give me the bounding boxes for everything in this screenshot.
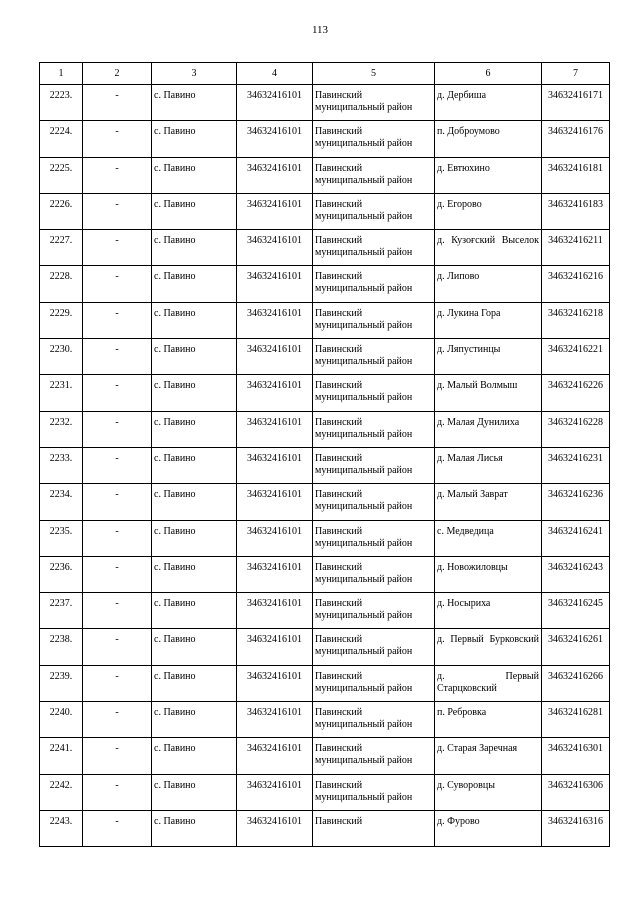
locality-code: 34632416181 — [542, 157, 610, 193]
column-2-value: - — [83, 302, 152, 338]
locality-name: д. Лукина Гора — [435, 302, 542, 338]
locality-code: 34632416306 — [542, 774, 610, 810]
municipal-district: Павинский муниципальный район — [313, 85, 435, 121]
locality-code: 34632416243 — [542, 556, 610, 592]
locality-name: д. Старая Заречная — [435, 738, 542, 774]
column-header: 5 — [313, 63, 435, 85]
settlement-center: с. Павино — [152, 193, 237, 229]
center-code: 34632416101 — [237, 447, 313, 483]
locality-code: 34632416236 — [542, 484, 610, 520]
column-2-value: - — [83, 411, 152, 447]
municipal-district: Павинский муниципальный район — [313, 774, 435, 810]
municipal-district: Павинский — [313, 810, 435, 846]
settlement-center: с. Павино — [152, 339, 237, 375]
locality-code: 34632416228 — [542, 411, 610, 447]
locality-name: д. Малая Лисья — [435, 447, 542, 483]
locality-code: 34632416216 — [542, 266, 610, 302]
municipal-district: Павинский муниципальный район — [313, 157, 435, 193]
center-code: 34632416101 — [237, 85, 313, 121]
locality-name: д. Носыриха — [435, 593, 542, 629]
locality-name: д. Евтюхино — [435, 157, 542, 193]
row-number: 2235. — [40, 520, 83, 556]
table-row — [40, 302, 610, 338]
center-code: 34632416101 — [237, 702, 313, 738]
center-code: 34632416101 — [237, 665, 313, 701]
locality-code: 34632416183 — [542, 193, 610, 229]
settlement-center: с. Павино — [152, 810, 237, 846]
settlement-center: с. Павино — [152, 520, 237, 556]
row-number: 2224. — [40, 121, 83, 157]
row-number: 2240. — [40, 702, 83, 738]
locality-name: д. Липово — [435, 266, 542, 302]
table-row — [40, 230, 610, 266]
center-code: 34632416101 — [237, 774, 313, 810]
municipal-district: Павинский муниципальный район — [313, 447, 435, 483]
locality-code: 34632416281 — [542, 702, 610, 738]
center-code: 34632416101 — [237, 157, 313, 193]
column-2-value: - — [83, 85, 152, 121]
center-code: 34632416101 — [237, 339, 313, 375]
locality-name: д. Дербиша — [435, 85, 542, 121]
column-2-value: - — [83, 157, 152, 193]
settlement-center: с. Павино — [152, 484, 237, 520]
center-code: 34632416101 — [237, 230, 313, 266]
locality-name: д. Первый Бурковский — [435, 629, 542, 665]
center-code: 34632416101 — [237, 593, 313, 629]
locality-code: 34632416316 — [542, 810, 610, 846]
settlement-center: с. Павино — [152, 302, 237, 338]
table-row — [40, 702, 610, 738]
center-code: 34632416101 — [237, 738, 313, 774]
municipal-district: Павинский муниципальный район — [313, 702, 435, 738]
row-number: 2233. — [40, 447, 83, 483]
column-header: 1 — [40, 63, 83, 85]
settlement-center: с. Павино — [152, 702, 237, 738]
row-number: 2239. — [40, 665, 83, 701]
center-code: 34632416101 — [237, 302, 313, 338]
column-header: 7 — [542, 63, 610, 85]
locality-name: д. Первый Старцковский — [435, 665, 542, 701]
column-2-value: - — [83, 230, 152, 266]
municipal-district: Павинский муниципальный район — [313, 339, 435, 375]
center-code: 34632416101 — [237, 556, 313, 592]
row-number: 2237. — [40, 593, 83, 629]
municipal-district: Павинский муниципальный район — [313, 230, 435, 266]
locality-code: 34632416221 — [542, 339, 610, 375]
column-2-value: - — [83, 810, 152, 846]
table-row — [40, 665, 610, 701]
column-2-value: - — [83, 774, 152, 810]
center-code: 34632416101 — [237, 121, 313, 157]
municipal-district: Павинский муниципальный район — [313, 520, 435, 556]
settlement-center: с. Павино — [152, 593, 237, 629]
table-row — [40, 375, 610, 411]
table-header-row — [40, 63, 610, 85]
municipal-district: Павинский муниципальный район — [313, 266, 435, 302]
locality-code: 34632416245 — [542, 593, 610, 629]
column-header: 3 — [152, 63, 237, 85]
locality-code: 34632416226 — [542, 375, 610, 411]
locality-code: 34632416218 — [542, 302, 610, 338]
municipal-district: Павинский муниципальный район — [313, 375, 435, 411]
locality-name: п. Доброумово — [435, 121, 542, 157]
column-2-value: - — [83, 593, 152, 629]
table-row — [40, 593, 610, 629]
row-number: 2225. — [40, 157, 83, 193]
row-number: 2242. — [40, 774, 83, 810]
locality-code: 34632416171 — [542, 85, 610, 121]
settlement-center: с. Павино — [152, 375, 237, 411]
locality-code: 34632416241 — [542, 520, 610, 556]
locality-code: 34632416176 — [542, 121, 610, 157]
table-row — [40, 484, 610, 520]
locality-code: 34632416266 — [542, 665, 610, 701]
table-row — [40, 810, 610, 846]
column-2-value: - — [83, 665, 152, 701]
column-header: 2 — [83, 63, 152, 85]
column-2-value: - — [83, 447, 152, 483]
column-2-value: - — [83, 484, 152, 520]
center-code: 34632416101 — [237, 266, 313, 302]
row-number: 2227. — [40, 230, 83, 266]
table-row — [40, 447, 610, 483]
table-row — [40, 157, 610, 193]
table-row — [40, 411, 610, 447]
row-number: 2231. — [40, 375, 83, 411]
table-row — [40, 738, 610, 774]
row-number: 2234. — [40, 484, 83, 520]
row-number: 2243. — [40, 810, 83, 846]
column-header: 4 — [237, 63, 313, 85]
settlement-center: с. Павино — [152, 556, 237, 592]
row-number: 2238. — [40, 629, 83, 665]
column-2-value: - — [83, 702, 152, 738]
center-code: 34632416101 — [237, 411, 313, 447]
table-row — [40, 266, 610, 302]
municipal-district: Павинский муниципальный район — [313, 593, 435, 629]
settlement-center: с. Павино — [152, 738, 237, 774]
table-row — [40, 629, 610, 665]
column-2-value: - — [83, 556, 152, 592]
municipal-district: Павинский муниципальный район — [313, 484, 435, 520]
locality-name: д. Кузоғский Выселок — [435, 230, 542, 266]
row-number: 2223. — [40, 85, 83, 121]
locality-code: 34632416211 — [542, 230, 610, 266]
settlement-center: с. Павино — [152, 121, 237, 157]
locality-name: д. Ляпустинцы — [435, 339, 542, 375]
column-2-value: - — [83, 193, 152, 229]
settlement-center: с. Павино — [152, 266, 237, 302]
locality-name: п. Ребровка — [435, 702, 542, 738]
settlement-center: с. Павино — [152, 85, 237, 121]
row-number: 2226. — [40, 193, 83, 229]
column-2-value: - — [83, 121, 152, 157]
column-2-value: - — [83, 266, 152, 302]
table-row — [40, 85, 610, 121]
settlement-center: с. Павино — [152, 230, 237, 266]
locality-name: д. Егорово — [435, 193, 542, 229]
locality-name: д. Малый Волмыш — [435, 375, 542, 411]
center-code: 34632416101 — [237, 520, 313, 556]
table-row — [40, 520, 610, 556]
column-2-value: - — [83, 738, 152, 774]
municipal-district: Павинский муниципальный район — [313, 665, 435, 701]
table-row — [40, 556, 610, 592]
row-number: 2229. — [40, 302, 83, 338]
settlement-center: с. Павино — [152, 629, 237, 665]
locality-name: д. Малый Заврат — [435, 484, 542, 520]
column-2-value: - — [83, 629, 152, 665]
locality-name: д. Новожиловцы — [435, 556, 542, 592]
column-2-value: - — [83, 520, 152, 556]
locality-code: 34632416261 — [542, 629, 610, 665]
column-2-value: - — [83, 375, 152, 411]
table-row — [40, 193, 610, 229]
locality-code: 34632416301 — [542, 738, 610, 774]
center-code: 34632416101 — [237, 193, 313, 229]
locality-name: д. Фурово — [435, 810, 542, 846]
table-row — [40, 121, 610, 157]
row-number: 2230. — [40, 339, 83, 375]
column-header: 6 — [435, 63, 542, 85]
settlement-center: с. Павино — [152, 157, 237, 193]
row-number: 2236. — [40, 556, 83, 592]
municipal-district: Павинский муниципальный район — [313, 302, 435, 338]
center-code: 34632416101 — [237, 375, 313, 411]
row-number: 2232. — [40, 411, 83, 447]
locality-name: д. Малая Дунилиха — [435, 411, 542, 447]
settlements-table — [39, 62, 610, 847]
table-row — [40, 774, 610, 810]
locality-name: д. Суворовцы — [435, 774, 542, 810]
locality-name: с. Медведица — [435, 520, 542, 556]
settlement-center: с. Павино — [152, 665, 237, 701]
page-number: 113 — [311, 24, 329, 36]
row-number: 2228. — [40, 266, 83, 302]
municipal-district: Павинский муниципальный район — [313, 121, 435, 157]
column-2-value: - — [83, 339, 152, 375]
municipal-district: Павинский муниципальный район — [313, 411, 435, 447]
municipal-district: Павинский муниципальный район — [313, 193, 435, 229]
row-number: 2241. — [40, 738, 83, 774]
settlement-center: с. Павино — [152, 411, 237, 447]
settlement-center: с. Павино — [152, 447, 237, 483]
settlement-center: с. Павино — [152, 774, 237, 810]
municipal-district: Павинский муниципальный район — [313, 629, 435, 665]
table-row — [40, 339, 610, 375]
center-code: 34632416101 — [237, 484, 313, 520]
locality-code: 34632416231 — [542, 447, 610, 483]
municipal-district: Павинский муниципальный район — [313, 738, 435, 774]
municipal-district: Павинский муниципальный район — [313, 556, 435, 592]
center-code: 34632416101 — [237, 629, 313, 665]
center-code: 34632416101 — [237, 810, 313, 846]
